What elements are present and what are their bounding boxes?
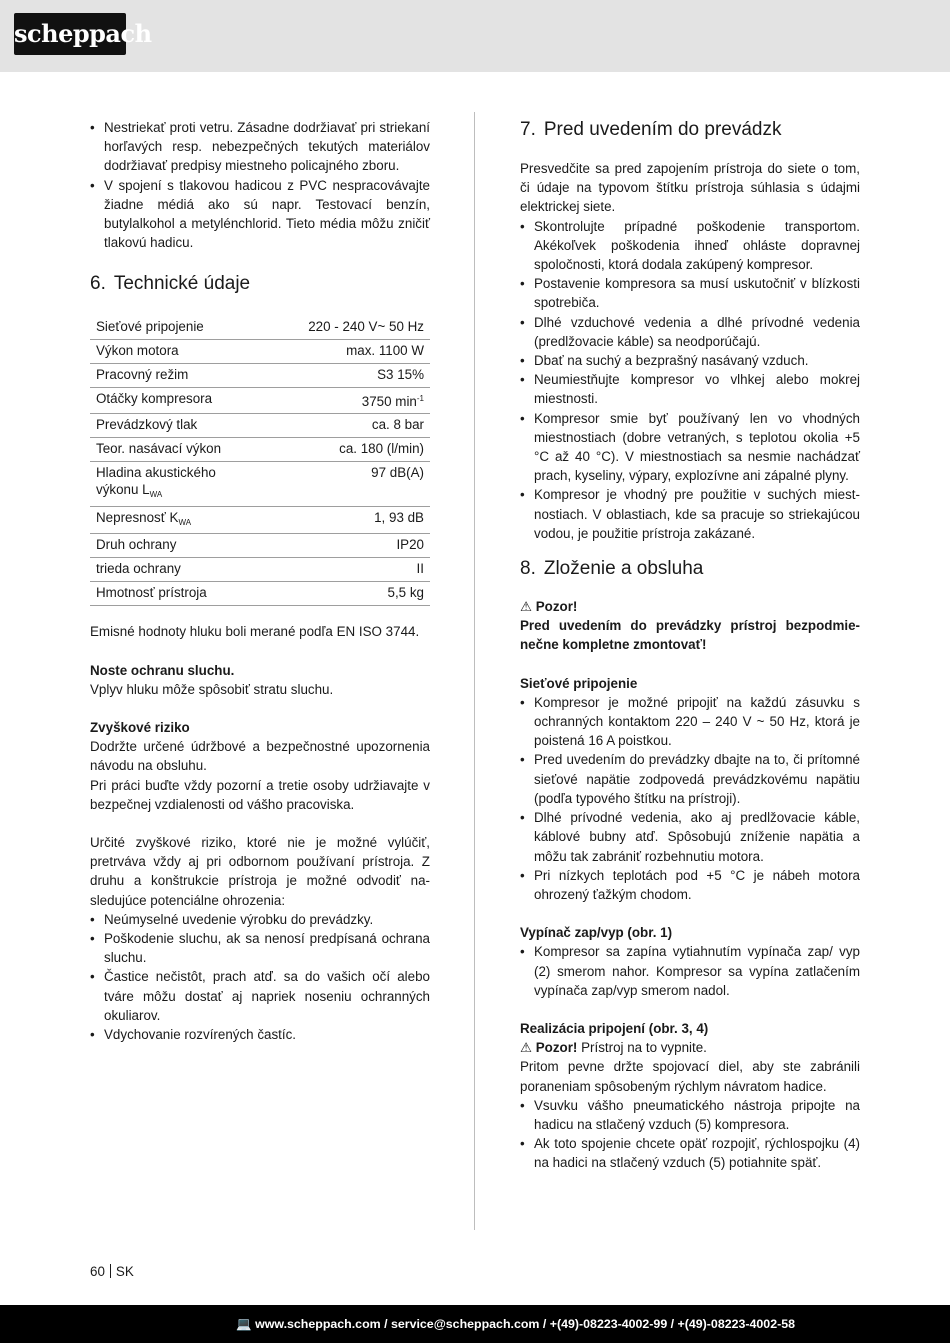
connections-bullet-list <box>520 1096 860 1173</box>
spec-value: ca. 180 (l/min) <box>266 437 430 461</box>
list-item: • Kompresor smie byť používaný len vo vhodných miestnostiach (dobre vetraných, s teplotou okolia +5 °C až 40 °C). V miestnostiach sa nesmie nachádzať prach, kyseliny, výpary, explozívne ani zápalné plyny. <box>520 409 860 486</box>
spec-value: 220 - 240 V~ 50 Hz <box>266 316 430 340</box>
spec-value: 5,5 kg <box>266 582 430 606</box>
section-7-heading: 7. Pred uvedením do prevádzk <box>520 119 782 140</box>
spec-label: Pracovný režim <box>90 364 266 388</box>
table-row <box>90 558 430 582</box>
list-item: • Ak toto spojenie chcete opäť rozpojiť, rýchlospojku (4) na hadici na stlačený vzduch (5) potiahnite späť. <box>520 1134 860 1172</box>
residual-risk-text: Dodržte určené údržbové a bezpečnostné upozornenia návodu na obsluhu. <box>90 739 430 774</box>
list-item: • Kompresor je možné pripojiť na každú zásuvku s ochranných kontaktom 220 – 240 V ~ 50 Hz, ktorá je poistená 16 A poistkou. <box>520 693 860 751</box>
warning-text: Pred uvedením do prevádzky prístroj bezpodmienečne kompletne zmontovať! <box>520 618 860 653</box>
list-item: • Častice nečistôt, prach atď. sa do vašich očí alebo tváre môžu dostať aj napriek noseniu ochranných okuliarov. <box>90 967 430 1025</box>
table-row <box>90 388 430 414</box>
spec-value: 97 dB(A) <box>266 461 430 506</box>
spec-value: max. 1100 W <box>266 340 430 364</box>
section-6-heading: 6. Technické údaje <box>90 273 251 295</box>
right-column <box>520 118 860 1173</box>
list-item: • V spojení s tlakovou hadicou z PVC nespracovávajte žiadne médiá ako sú napr. Testovací benzín, butylalkohol a metylénchlorid. Tieto média môžu zničiť tlakovú hadicu. <box>90 176 430 253</box>
table-row <box>90 437 430 461</box>
list-item: • Poškodenie sluchu, ak sa nenosí predpísaná ochrana sluchu. <box>90 929 430 967</box>
list-item: • Pri nízkych teplotách pod +5 °C je nábeh motora ohrozený ťažkým chodom. <box>520 866 860 904</box>
switch-heading: Vypínač zap/vyp (obr. 1) <box>520 925 673 941</box>
column-divider <box>474 112 475 1230</box>
spec-label: Sieťové pripojenie <box>90 316 266 340</box>
list-item: • Dlhé prívodné vedenia, ako aj predlžovacie káble, káblové bubny atď. Spôsobujú zníženie napätia a môžu tak zabrániť rozbehnutiu motora. <box>520 808 860 866</box>
footer-contact-bar <box>0 1305 950 1343</box>
page-separator <box>110 1264 111 1278</box>
section-8-heading: 8. Zloženie a obsluha <box>520 558 704 580</box>
spec-label: Nepresnosť $K_{WA}$ <box>90 506 266 534</box>
table-row <box>90 461 430 506</box>
table-row <box>90 413 430 437</box>
spec-value: IP20 <box>266 534 430 558</box>
spec-label: trieda ochrany <box>90 558 266 582</box>
spec-value: 1, 93 dB <box>266 506 430 534</box>
table-row <box>90 316 430 340</box>
residual-risk-text: Pri práci buďte vždy pozorní a tretie osoby udržiavajte v bezpečnej vzdialenosti od vášho pracoviska. <box>90 777 430 812</box>
warning-line: ⚠ Pozor! <box>520 597 860 616</box>
page-number: 60 SK <box>90 1264 134 1279</box>
left-column <box>90 118 430 1044</box>
spec-label: Prevádzkový tlak <box>90 413 266 437</box>
warning-icon: ⚠ <box>520 1040 533 1056</box>
list-item: • Dlhé vzduchové vedenia a dlhé prívodné vedenia (predlžovacie káble) sa neodporúčajú. <box>520 313 860 351</box>
table-row <box>90 534 430 558</box>
spec-label: Hmotnosť prístroja <box>90 582 266 606</box>
spec-label: Druh ochrany <box>90 534 266 558</box>
spec-label: Otáčky kompresora <box>90 388 266 414</box>
switch-bullet-list <box>520 942 860 1000</box>
residual-risk-text: Určité zvyškové riziko, ktoré nie je možné vylúčiť, pretrváva vždy aj pri odbornom používaní prístroja. Z druhu a konštrukcie prístroja je možné odvodiť nasledujúce potenciálne ohrozenia: <box>90 835 430 908</box>
list-item: • Neumiestňujte kompresor vo vlhkej alebo mokrej miestnosti. <box>520 370 860 408</box>
list-item: • Vsuvku vášho pneumatického nástroja pripojte na hadicu na stlačený vzduch (5) kompresora. <box>520 1096 860 1134</box>
connections-heading: Realizácia pripojení (obr. 3, 4) <box>520 1020 709 1036</box>
table-row <box>90 364 430 388</box>
section-7-bullet-list <box>520 217 860 543</box>
ear-protection-heading: Noste ochranu sluchu. <box>90 662 235 678</box>
list-item: • Vdychovanie rozvírených častíc. <box>90 1025 430 1044</box>
connections-text: Pritom pevne držte spojovací diel, aby ste zabránili poraneniam spôsobeným rýchlym návratom hadice. <box>520 1059 860 1094</box>
intro-bullet-list <box>90 118 430 252</box>
section-7-intro: Presvedčite sa pred zapojením prístroja do siete o tom, či údaje na typovom štítku prístroja súhlasia s údajmi elektrickej siete. <box>520 161 860 215</box>
spec-label: Teor. nasávací výkon <box>90 437 266 461</box>
table-row <box>90 506 430 534</box>
connections-warning: ⚠ Pozor! Prístroj na to vypnite. <box>520 1038 860 1057</box>
spec-value: II <box>266 558 430 582</box>
residual-risk-heading: Zvyškové riziko <box>90 720 190 736</box>
table-row <box>90 582 430 606</box>
list-item: • Dbať na suchý a bezprašný nasávaný vzduch. <box>520 351 860 370</box>
list-item: • Skontrolujte prípadné poškodenie transportom. Akékoľvek poškodenia ihneď ohláste dopravnej spoločnosti, ktorá dodala zakúpený kompresor. <box>520 217 860 275</box>
mains-connection-heading: Sieťové pripojenie <box>520 675 638 691</box>
table-row <box>90 340 430 364</box>
warning-icon: ⚠ <box>520 599 533 615</box>
mains-bullet-list <box>520 693 860 904</box>
list-item: • Kompresor sa zapína vytiahnutím vypínača zap/ vyp (2) smerom nahor. Kompresor sa vypína zatlačením vypínača zap/vyp smerom nadol. <box>520 942 860 1000</box>
spec-value: 3750 $\min^{-1}$ <box>266 388 430 414</box>
footer-contact-text: www.scheppach.com / service@scheppach.com / +(49)-08223-4002-99 / +(49)-08223-4002-58 <box>255 1317 795 1331</box>
spec-value: S3 15% <box>266 364 430 388</box>
spec-value: ca. 8 bar <box>266 413 430 437</box>
list-item: • Kompresor je vhodný pre použitie v suchých miestnostiach. V oblastiach, kde sa pracuje so striekajúcou vodou, je použitie prístroja zakázané. <box>520 485 860 543</box>
list-item: • Nestriekať proti vetru. Zásadne dodržiavať pri striekaní horľavých resp. nebezpečných tekutých materiálov dodržiavať predpisy miestneho policajného zboru. <box>90 118 430 176</box>
computer-icon: 💻 <box>236 1317 252 1331</box>
spec-label: Hladina akustického výkonu $L_{WA}$ <box>90 461 266 506</box>
emission-text: Emisné hodnoty hluku boli merané podľa EN ISO 3744. <box>90 624 420 640</box>
list-item: • Neúmyselné uvedenie výrobku do prevádzky. <box>90 910 430 929</box>
ear-protection-text: Vplyv hluku môže spôsobiť stratu sluchu. <box>90 681 334 697</box>
risk-bullet-list <box>90 910 430 1044</box>
scheppach-logo: scheppach <box>14 13 126 55</box>
list-item: • Postavenie kompresora sa musí uskutočniť v blízkosti spotrebiča. <box>520 274 860 312</box>
list-item: • Pred uvedením do prevádzky dbajte na to, či prítomné sieťové napätie zodpovedá prevádzkovému napätiu (podľa typového štítku na prístroji). <box>520 750 860 808</box>
spec-label: Výkon motora <box>90 340 266 364</box>
technical-data-table <box>90 316 430 606</box>
